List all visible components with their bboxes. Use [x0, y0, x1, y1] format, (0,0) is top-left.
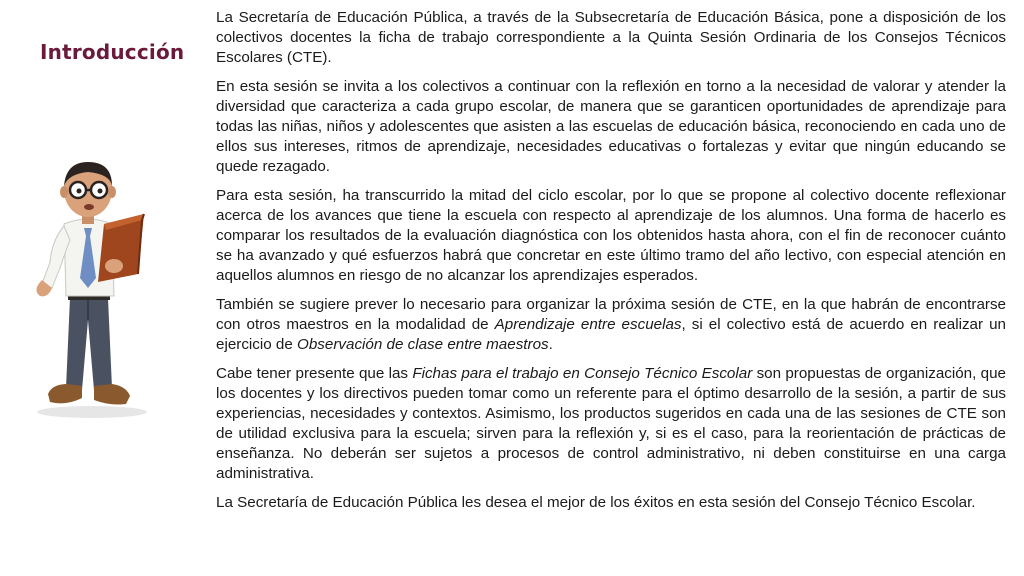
paragraph-5-emphasis: Fichas para el trabajo en Consejo Técnico Escolar: [412, 365, 753, 382]
intro-body: [216, 8, 1006, 522]
paragraph-4-text: , si el colectivo está de acuerdo en realizar un ejercicio de: [216, 316, 1006, 353]
paragraph-4-text: También se sugiere prever lo necesario para organizar la próxima sesión de CTE, en la que habrán de encontrarse con otros maestros en la modalidad de: [216, 296, 1006, 333]
paragraph-3: Para esta sesión, ha transcurrido la mitad del ciclo escolar, por lo que se propone al colectivo docente reflexionar acerca de los avances que tiene la escuela con respecto al aprendizaje de los alumnos. Una forma de hacerlo es comparar los resultados de la evaluación diagnóstica con los obtenidos hasta ahora, con el fin de reconocer cuánto se ha avanzado y qué esfuerzos habrá que concretar en este último tramo del año lectivo, con especial atención en aquellos alumnos en riesgo de no alcanzar los aprendizajes esperados.: [216, 187, 1006, 284]
paragraph-4: [216, 295, 1006, 355]
teacher-reading-book-icon: [22, 150, 152, 422]
paragraph-1: La Secretaría de Educación Pública, a través de la Subsecretaría de Educación Básica, pone a disposición de los colectivos docentes la ficha de trabajo correspondiente a la Quinta Sesión Ordinaria de los Consejos Técnicos Escolares (CTE).: [216, 9, 1006, 66]
paragraph-4-emphasis-1: Aprendizaje entre escuelas: [494, 316, 682, 333]
paragraph-2: En esta sesión se invita a los colectivos a continuar con la reflexión en torno a la necesidad de valorar y atender la diversidad que caracteriza a cada grupo escolar, de manera que se garanticen oportunidades de aprendizaje para todas las niñas, niños y adolescentes que asisten a las escuelas de educación básica, reconociendo en cada uno de ellos sus intereses, ritmos de aprendizaje, necesidades educativas o fortalezas y evitar que ningún educando se quede rezagado.: [216, 78, 1006, 175]
paragraph-6: La Secretaría de Educación Pública les desea el mejor de los éxitos en esta sesión del Consejo Técnico Escolar.: [216, 494, 976, 511]
paragraph-5-text: Cabe tener presente que las: [216, 365, 413, 382]
paragraph-5-text: son propuestas de organización, que los docentes y los directivos pueden tomar como un referente para el óptimo desarrollo de la sesión, a partir de sus experiencias, necesidades y contextos. Asimismo, los productos sugeridos en cada una de las sesiones de CTE son de utilidad exclusiva para la escuela; sirven para la reflexión y, si es el caso, para la reorientación de prácticas de enseñanza. No deberán ser sujetos a procesos de control administrativo, ni deben constituirse en una carga administrativa.: [216, 365, 1006, 482]
paragraph-5: [216, 364, 1006, 484]
paragraph-4-emphasis-2: Observación de clase entre maestros: [297, 336, 549, 353]
section-title: Introducción: [40, 40, 185, 64]
paragraph-4-text: .: [548, 336, 553, 353]
